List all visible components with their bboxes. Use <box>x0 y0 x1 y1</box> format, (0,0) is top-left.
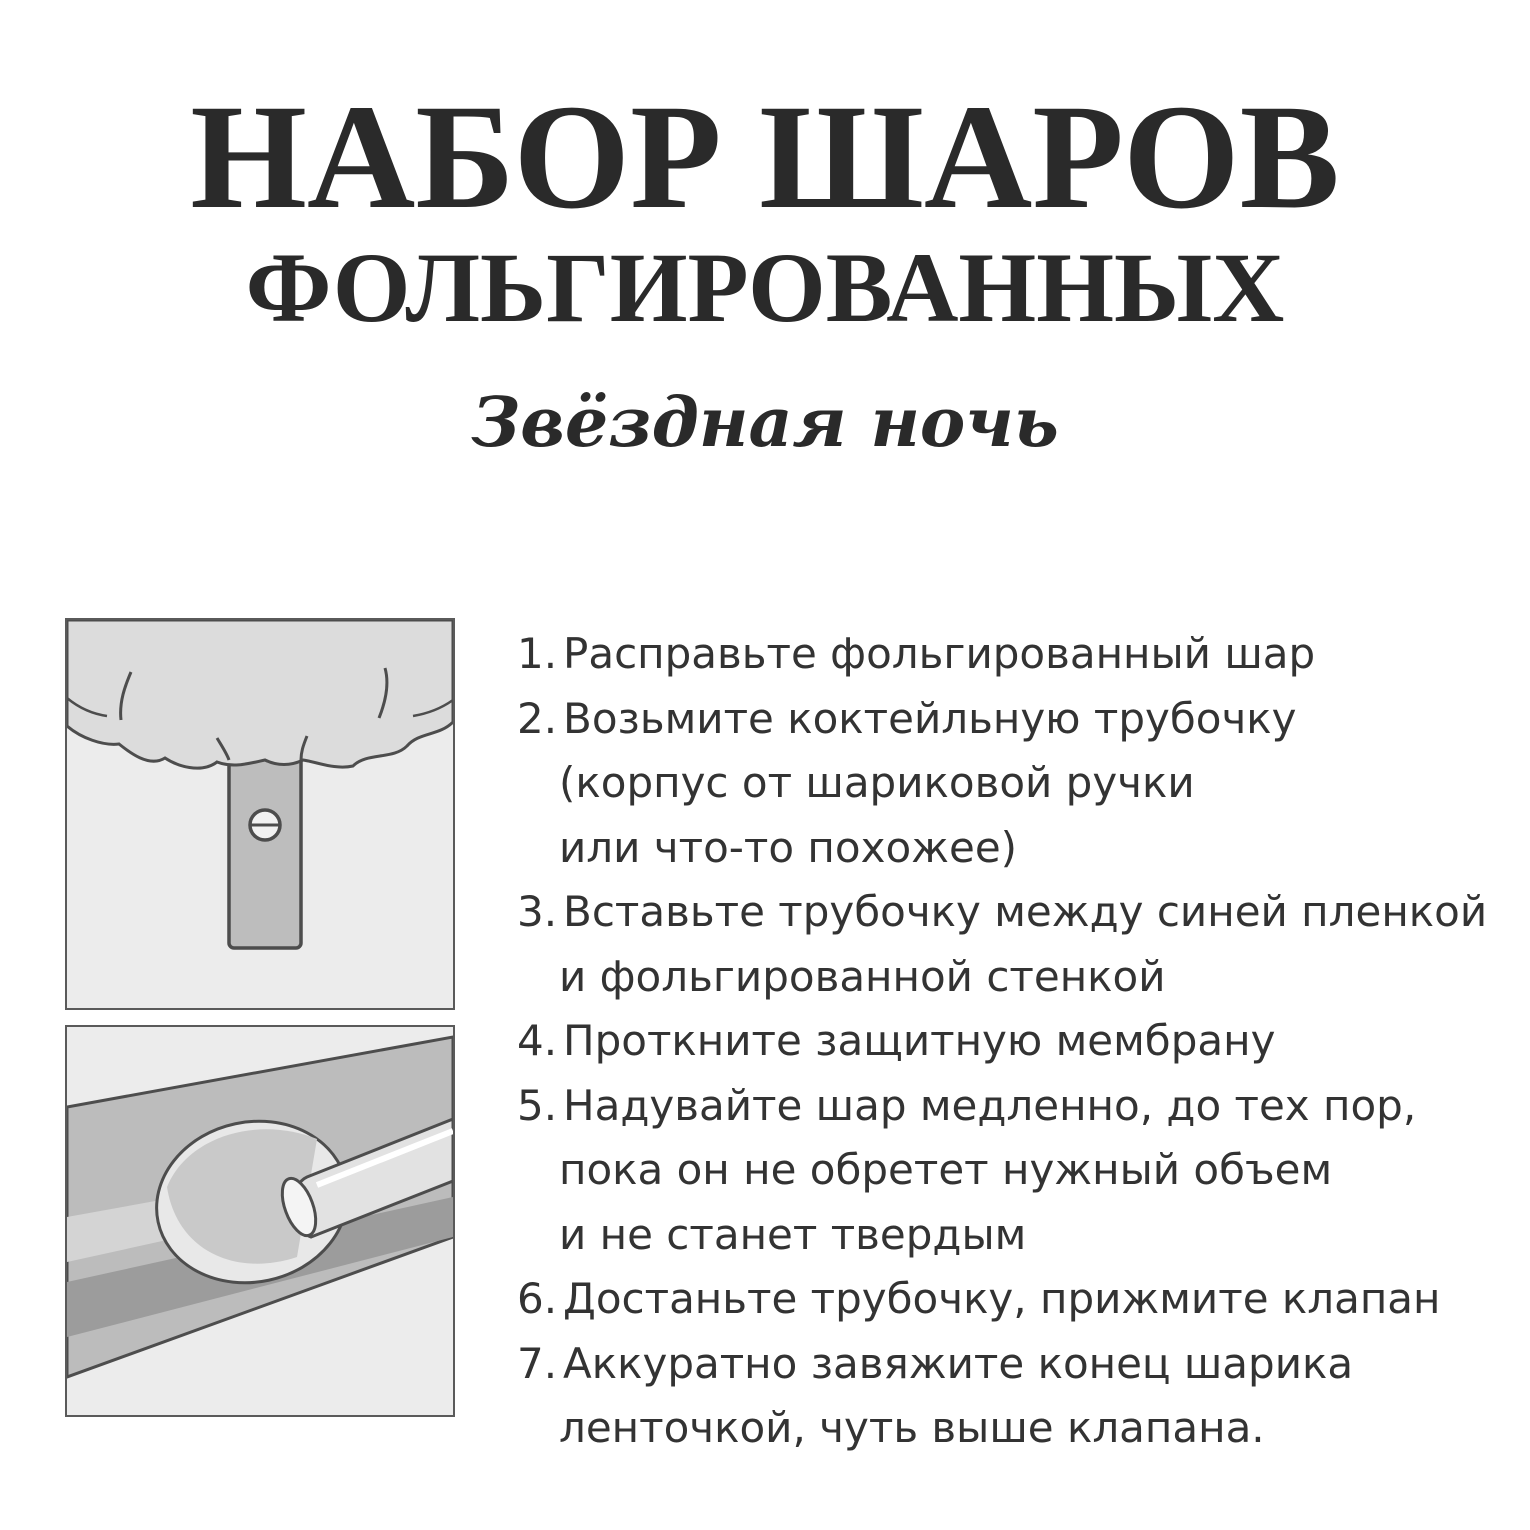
step-first-line <box>517 1267 1507 1332</box>
step-continuation-line <box>517 1203 1507 1268</box>
step-first-line <box>517 1074 1507 1139</box>
step-text: Надувайте шар медленно, до тех пор, <box>563 1080 1417 1130</box>
step-first-line <box>517 622 1507 687</box>
step-text: и не станет твердым <box>559 1209 1027 1259</box>
step-first-line <box>517 1332 1507 1397</box>
step-continuation-line <box>517 751 1507 816</box>
instruction-step <box>517 687 1507 881</box>
step-number: 4. <box>517 1016 558 1065</box>
step-text: Расправьте фольгированный шар <box>563 629 1316 678</box>
step-number: 6. <box>517 1274 558 1323</box>
balloon-body <box>67 620 453 768</box>
step-continuation-line <box>517 1138 1507 1203</box>
balloon-valve-icon <box>67 620 453 1008</box>
step-text: Возьмите коктейльную трубочку <box>563 693 1297 743</box>
subtitle: Звёздная ночь <box>471 383 1059 463</box>
step-text: или что-то похожее) <box>559 822 1018 872</box>
instruction-step <box>517 880 1507 1009</box>
step-number: 1. <box>517 629 558 678</box>
step-first-line <box>517 880 1507 945</box>
step-number: 2. <box>517 693 558 743</box>
step-text: Вставьте трубочку между синей пленкой <box>563 887 1488 936</box>
step-text: Проткните защитную мембрану <box>563 1016 1276 1065</box>
step-text: Аккуратно завяжите конец шарика <box>563 1338 1354 1388</box>
step-first-line <box>517 1009 1507 1074</box>
title-line-2: ФОЛЬГИРОВАННЫХ <box>245 232 1285 343</box>
illustration-straw-in-valve <box>65 1025 455 1417</box>
step-number: 7. <box>517 1338 558 1388</box>
step-text: и фольгированной стенкой <box>559 951 1166 1001</box>
step-text: (корпус от шариковой ручки <box>559 758 1195 807</box>
instruction-step <box>517 1074 1507 1268</box>
title-line-1: НАБОР ШАРОВ <box>190 74 1340 240</box>
step-text: Достаньте трубочку, прижмите клапан <box>563 1274 1441 1323</box>
step-number: 5. <box>517 1080 558 1130</box>
step-continuation-line <box>517 1396 1507 1461</box>
instruction-step <box>517 1267 1507 1332</box>
step-number: 3. <box>517 887 558 936</box>
illustration-balloon-valve <box>65 618 455 1010</box>
step-first-line <box>517 687 1507 752</box>
instruction-step <box>517 1009 1507 1074</box>
instruction-step <box>517 622 1507 687</box>
step-text: пока он не обретет нужный объем <box>559 1145 1333 1194</box>
valve-strip <box>229 750 301 948</box>
step-continuation-line <box>517 816 1507 881</box>
step-continuation-line <box>517 945 1507 1010</box>
instruction-step <box>517 1332 1507 1461</box>
step-text: ленточкой, чуть выше клапана. <box>559 1403 1265 1452</box>
instructions-list <box>517 622 1507 1461</box>
straw-in-valve-icon <box>67 1027 453 1415</box>
